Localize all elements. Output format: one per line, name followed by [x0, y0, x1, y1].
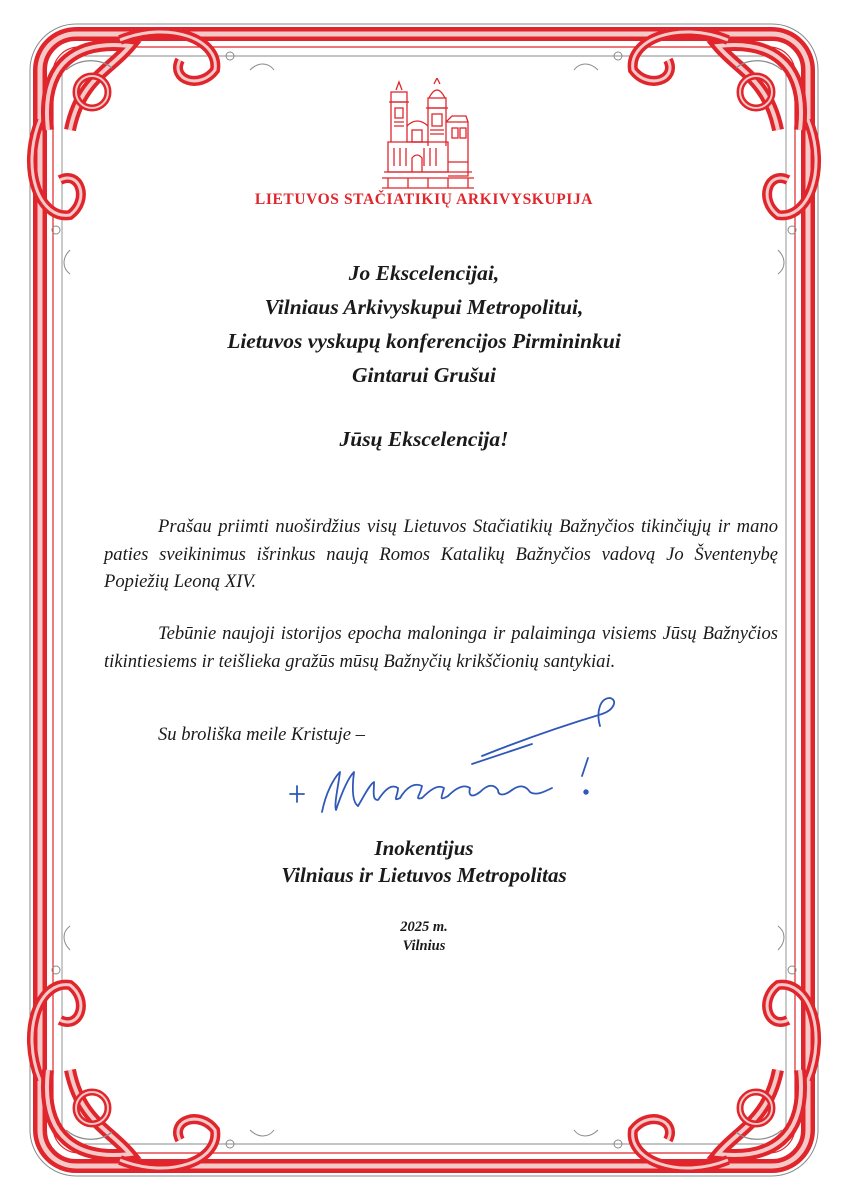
corner-ornament-bottom-left [32, 926, 274, 1168]
letter-place: Vilnius [402, 938, 446, 954]
body-paragraph: Tebūnie naujoji istorijos epocha maloninga ir palaiminga visiems Jūsų Bažnyčios tikintiesiems ir teišlieka gražūs mūsų Bažnyčių krikščionių santykiai. [104, 623, 778, 672]
body-paragraph: Prašau priimti nuoširdžius visų Lietuvos Stačiatikių Bažnyčios tikinčiųjų ir mano paties sveikinimus išrinkus naują Romos Katalikų Bažnyčios vadovą Jo Šventenybę Popiežių Leoną XIV. [104, 516, 778, 592]
closing-phrase: Su broliška meile Kristuje – [158, 724, 365, 745]
signer-title: Vilniaus ir Lietuvos Metropolitas [281, 863, 567, 887]
corner-ornament-bottom-right [574, 926, 816, 1168]
corner-ornament-top-left [32, 32, 274, 274]
salutation: Jūsų Ekscelencija! [339, 427, 509, 451]
letter-date: 2025 m. [400, 919, 448, 935]
addressee-line: Jo Ekscelencijai, [348, 261, 500, 285]
corner-ornament-top-right [574, 32, 816, 274]
signer-name: Inokentijus [374, 836, 474, 860]
addressee-line: Lietuvos vyskupų konferencijos Pirmininkui [227, 329, 621, 353]
signer-block [0, 835, 848, 889]
addressee-line: Vilniaus Arkivyskupui Metropolitui, [264, 295, 584, 319]
organization-name: LIETUVOS STAČIATIKIŲ ARKIVYSKUPIJA [254, 191, 594, 208]
addressee-line: Gintarui Grušui [351, 363, 496, 387]
cathedral-emblem-icon [378, 78, 478, 190]
date-place-block [0, 918, 848, 956]
addressee-block [0, 256, 848, 392]
handwritten-signature [282, 692, 622, 834]
